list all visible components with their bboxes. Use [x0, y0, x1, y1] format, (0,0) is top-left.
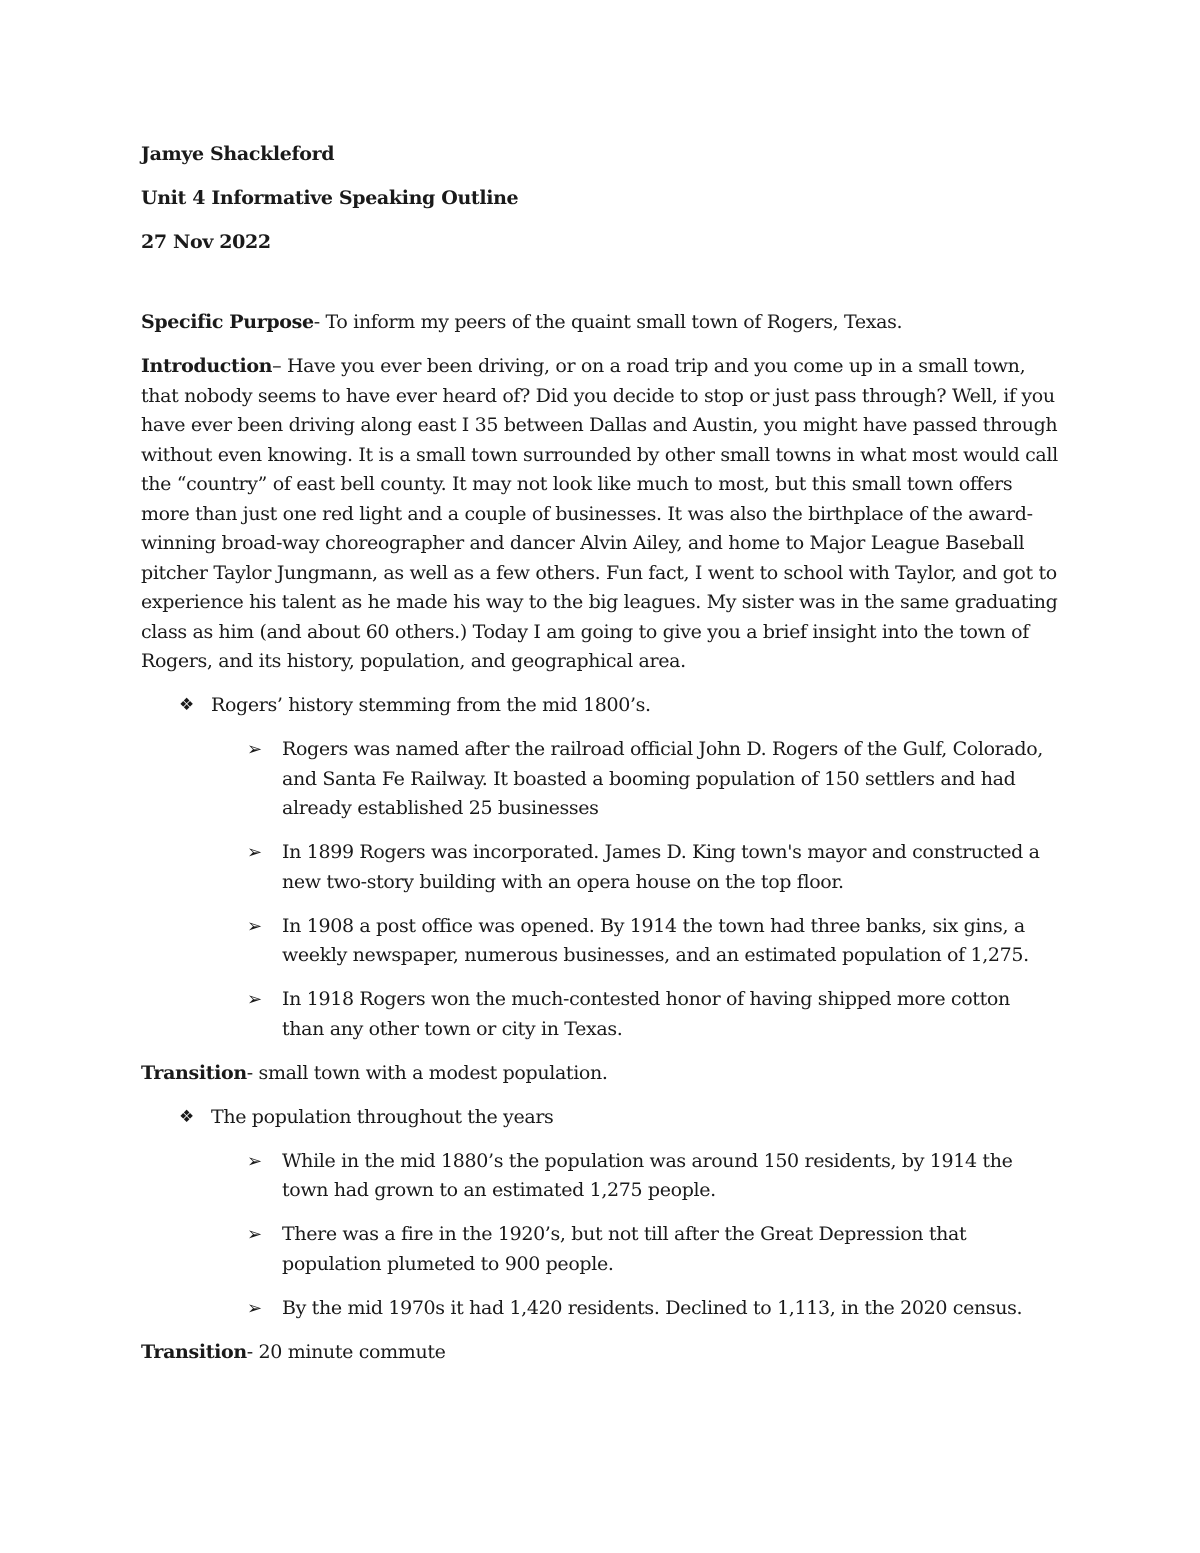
history-bullet — [141, 691, 1061, 721]
introduction — [141, 352, 1061, 677]
transition-population — [141, 1059, 1061, 1089]
arrow-bullet-icon: ➢ — [247, 842, 262, 863]
history-sub-bullet-text: In 1899 Rogers was incorporated. James D. King town's mayor and constructed a new two-story building with an opera house on the top floor. — [282, 841, 1040, 893]
history-sub-bullet — [141, 838, 1052, 897]
population-sub-bullet-text: There was a fire in the 1920’s, but not till after the Great Depression that population plumeted to 900 people. — [282, 1223, 967, 1275]
history-sub-bullet — [141, 912, 1052, 971]
arrow-bullet-icon: ➢ — [247, 1297, 262, 1319]
population-sub-bullet — [141, 1220, 1052, 1279]
arrow-bullet-icon: ➢ — [247, 1150, 262, 1172]
introduction-text: – Have you ever been driving, or on a road trip and you come up in a small town, that nobody seems to have ever heard of? Did you decide to stop or just pass through? Well, if you have ever been driving along east I 35 between Dallas and Austin, you might have passed through without even knowing. It is a small town surrounded by other small towns in what most would call the “country” of east bell county. It may not look like much to most, but this small town offers more than just one red light and a couple of businesses. It was also the birthplace of the award-winning broad-way choreographer and dancer Alvin Ailey, and home to Major League Baseball pitcher Taylor Jungmann, as well as a few others. Fun fact, I went to school with Taylor, and got to experience his talent as he made his way to the big leagues. My sister was in the same graduating class as him (and about 60 others.) Today I am going to give you a brief insight into the town of Rogers, and its history, population, and geographical area. — [141, 355, 1058, 672]
transition-label: Transition — [141, 1340, 247, 1363]
transition-text: - 20 minute commute — [246, 1340, 446, 1363]
population-sub-bullet-text: While in the mid 1880’s the population was around 150 residents, by 1914 the town had grown to an estimated 1,275 people. — [282, 1149, 1013, 1201]
population-sub-bullet — [141, 1294, 1052, 1324]
population-bullet-text: The population throughout the years — [211, 1105, 554, 1128]
history-sub-bullet — [141, 985, 1052, 1044]
transition-commute — [141, 1338, 1061, 1368]
history-bullet-text: Rogers’ history stemming from the mid 1800’s. — [211, 694, 651, 716]
diamond-bullet-icon: ❖ — [179, 1106, 194, 1127]
diamond-bullet-icon: ❖ — [179, 695, 194, 715]
document-title: Unit 4 Informative Speaking Outline — [141, 187, 519, 209]
specific-purpose-text: - To inform my peers of the quaint small town of Rogers, Texas. — [313, 311, 903, 333]
population-sub-bullet — [141, 1147, 1052, 1206]
history-sub-bullet — [141, 735, 1052, 824]
document-body — [141, 140, 1061, 1382]
author-name: Jamye Shackleford — [141, 143, 335, 165]
history-sub-bullet-text: In 1908 a post office was opened. By 1914 the town had three banks, six gins, a weekly newspaper, numerous businesses, and an estimated population of 1,275. — [282, 914, 1029, 966]
arrow-bullet-icon: ➢ — [247, 739, 262, 760]
specific-purpose-label: Specific Purpose — [141, 311, 314, 333]
arrow-bullet-icon: ➢ — [247, 989, 262, 1010]
header-spacer — [141, 272, 1061, 308]
introduction-label: Introduction — [141, 355, 273, 377]
population-bullet — [141, 1103, 1061, 1133]
history-sub-bullet-text: In 1918 Rogers won the much-contested honor of having shipped more cotton than any other town or city in Texas. — [282, 988, 1010, 1040]
arrow-bullet-icon: ➢ — [247, 915, 262, 937]
transition-text: - small town with a modest population. — [246, 1061, 608, 1084]
document-date: 27 Nov 2022 — [141, 231, 271, 253]
history-sub-bullet-text: Rogers was named after the railroad official John D. Rogers of the Gulf, Colorado, and Santa Fe Railway. It boasted a booming population of 150 settlers and had already established 25 businesses — [282, 738, 1043, 819]
population-sub-bullet-text: By the mid 1970s it had 1,420 residents. Declined to 1,113, in the 2020 census. — [282, 1296, 1023, 1319]
arrow-bullet-icon: ➢ — [247, 1224, 262, 1245]
specific-purpose — [141, 308, 1061, 338]
transition-label: Transition — [141, 1061, 247, 1084]
